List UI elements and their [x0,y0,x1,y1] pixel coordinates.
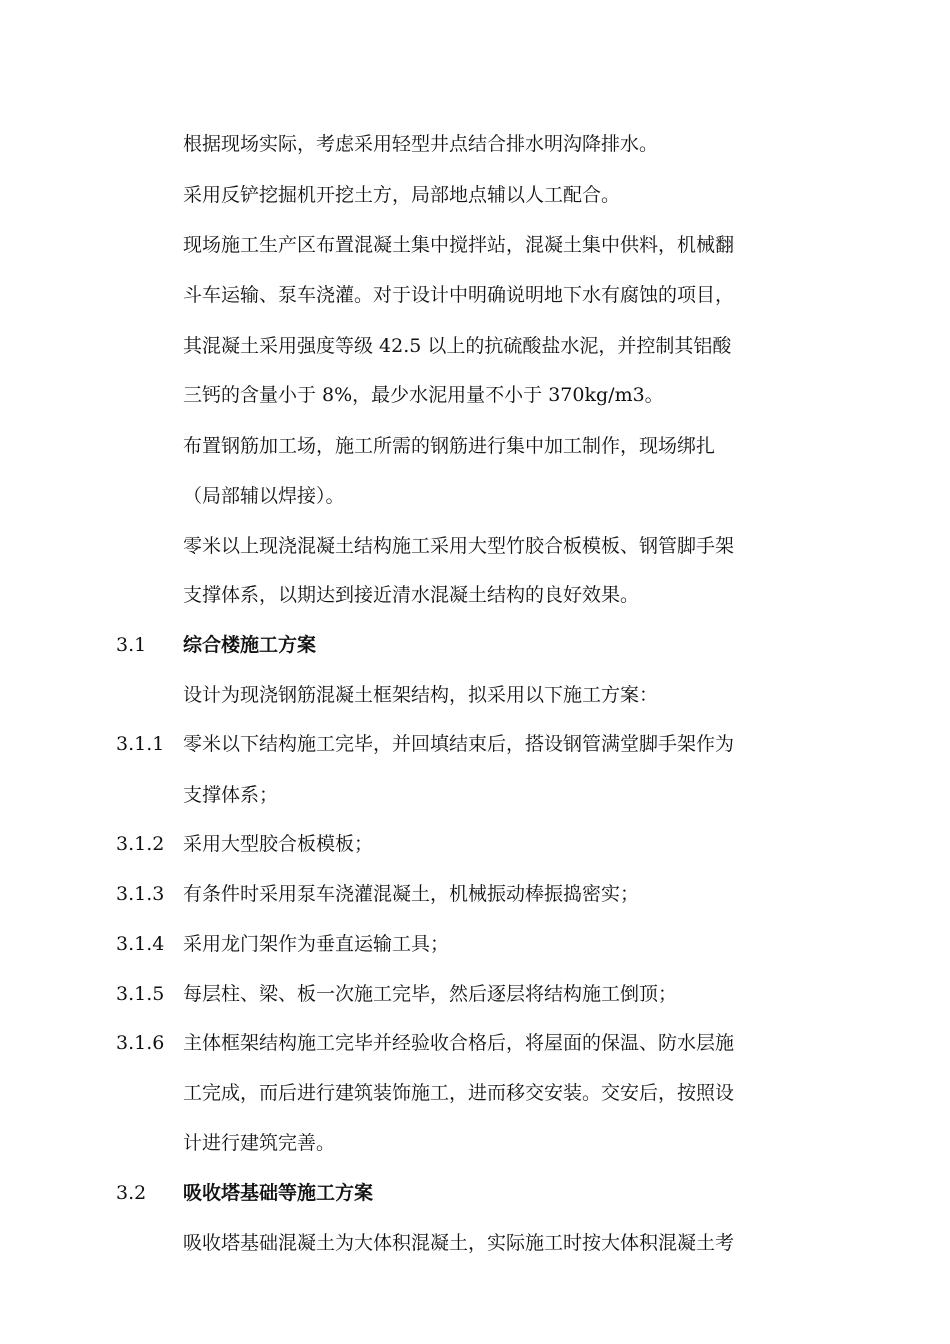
item-text: 有条件时采用泵车浇灌混凝土，机械振动棒振捣密实； [183,883,640,905]
paragraph-line [0,331,950,361]
paragraph-line [0,280,950,310]
paragraph-line [0,230,950,260]
line-text: 吸收塔基础混凝土为大体积混凝土，实际施工时按大体积混凝土考 [183,1232,735,1254]
section-title: 吸收塔基础等施工方案 [183,1182,374,1204]
item-text: 采用大型胶合板模板； [183,833,374,855]
list-item-3-1-1 [0,729,950,759]
item-number: 3.1.5 [116,983,165,1005]
line-text: 采用反铲挖掘机开挖土方，局部地点辅以人工配合。 [183,184,621,206]
paragraph-line [0,1228,950,1258]
paragraph-line [0,1128,950,1158]
list-item-3-1-4 [0,929,950,959]
line-text: 布置钢筋加工场，施工所需的钢筋进行集中加工制作，现场绑扎 [183,435,716,457]
list-item-3-1-3 [0,879,950,909]
item-number: 3.1.2 [116,833,165,855]
item-text: 主体框架结构施工完毕并经验收合格后，将屋面的保温、防水层施 [183,1032,735,1054]
line-text: 现场施工生产区布置混凝土集中搅拌站，混凝土集中供料，机械翻 [183,234,735,256]
paragraph-line [0,780,950,810]
line-text: 计进行建筑完善。 [183,1132,336,1154]
item-text: 零米以下结构施工完毕，并回填结束后，搭设钢管满堂脚手架作为 [183,733,735,755]
section-number: 3.2 [116,1182,147,1204]
line-text: 工完成，而后进行建筑装饰施工，进而移交安装。交安后，按照设 [183,1082,735,1104]
paragraph-line [0,1078,950,1108]
paragraph-line [0,180,950,210]
line-text: 零米以上现浇混凝土结构施工采用大型竹胶合板模板、钢管脚手架 [183,535,735,557]
section-title: 综合楼施工方案 [183,634,317,656]
item-text: 每层柱、梁、板一次施工完毕，然后逐层将结构施工倒顶； [183,983,678,1005]
paragraph-line [0,380,950,410]
paragraph-line [0,481,950,511]
line-text: 支撑体系，以期达到接近清水混凝土结构的良好效果。 [183,584,640,606]
paragraph-line [0,431,950,461]
line-text: （局部辅以焊接）。 [183,485,345,507]
section-number: 3.1 [116,634,147,656]
line-text: 斗车运输、泵车浇灌。对于设计中明确说明地下水有腐蚀的项目， [183,284,735,306]
paragraph-line [0,129,950,159]
paragraph-line [0,580,950,610]
item-number: 3.1.4 [116,933,165,955]
list-item-3-1-5 [0,979,950,1009]
line-text: 三钙的含量小于 8%，最少水泥用量不小于 370kg/m3。 [183,384,664,406]
list-item-3-1-2 [0,829,950,859]
line-text: 支撑体系； [183,784,279,806]
list-item-3-1-6 [0,1028,950,1058]
paragraph-line [0,680,950,710]
item-number: 3.1.1 [116,733,165,755]
line-text: 设计为现浇钢筋混凝土框架结构，拟采用以下施工方案： [183,684,659,706]
line-text: 根据现场实际，考虑采用轻型井点结合排水明沟降排水。 [183,133,659,155]
item-number: 3.1.3 [116,883,165,905]
section-heading-3-1 [0,630,950,660]
paragraph-line [0,531,950,561]
line-text: 其混凝土采用强度等级 42.5 以上的抗硫酸盐水泥，并控制其铝酸 [183,335,732,357]
item-text: 采用龙门架作为垂直运输工具； [183,933,450,955]
section-heading-3-2 [0,1178,950,1208]
item-number: 3.1.6 [116,1032,165,1054]
